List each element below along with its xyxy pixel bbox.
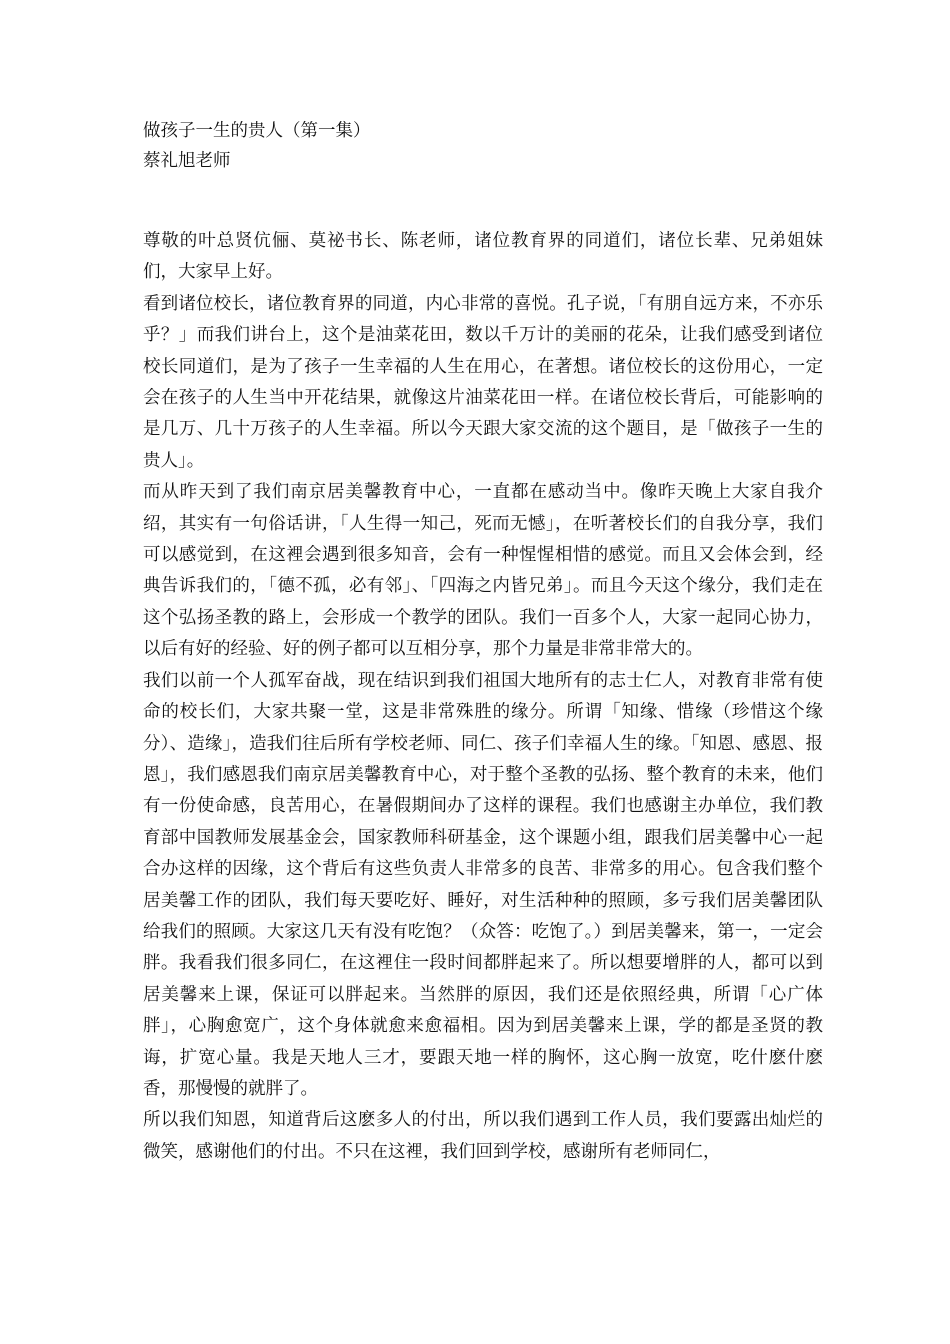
paragraph: 所以我们知恩，知道背后这麽多人的付出，所以我们遇到工作人员，我们要露出灿烂的微笑，感谢他们的付出。不只在这裡，我们回到学校，感谢所有老师同仁， — [143, 1110, 823, 1162]
paragraph: 而从昨天到了我们南京居美馨教育中心，一直都在感动当中。像昨天晚上大家自我介绍，其实有一句俗话讲，「人生得一知己，死而无憾」，在听著校长们的自我分享，我们可以感觉到，在这裡会遇到很多知音，会有一种惺惺相惜的感觉。而且又会体会到，经典告诉我们的，「德不孤，必有邻」、「四海之内皆兄弟」。而且今天这个缘分，我们走在这个弘扬圣教的路上，会形成一个教学的团队。我们一百多个人，大家一起同心协力，以后有好的经验、好的例子都可以互相分享，那个力量是非常非常大的。 — [143, 482, 823, 660]
paragraph: 尊敬的叶总贤伉俪、莫祕书长、陈老师，诸位教育界的同道们，诸位长辈、兄弟姐妹们，大家早上好。 — [143, 231, 823, 283]
document-author: 蔡礼旭老师 — [143, 151, 231, 171]
paragraph: 我们以前一个人孤军奋战，现在结识到我们祖国大地所有的志士仁人，对教育非常有使命的校长们，大家共聚一堂，这是非常殊胜的缘分。所谓「知缘、惜缘（珍惜这个缘分）、造缘」，造我们往后所有学校老师、同仁、孩子们幸福人生的缘。「知恩、感恩、报恩」，我们感恩我们南京居美馨教育中心，对于整个圣教的弘扬、整个教育的未来，他们有一份使命感，良苦用心，在暑假期间办了这样的课程。我们也感谢主办单位，我们教育部中国教师发展基金会，国家教师科研基金，这个课题小组，跟我们居美馨中心一起合办这样的因缘，这个背后有这些负责人非常多的良苦、非常多的用心。包含我们整个居美馨工作的团队，我们每天要吃好、睡好，对生活种种的照顾，多亏我们居美馨团队给我们的照顾。大家这几天有没有吃饱？（众答：吃饱了。）到居美馨来，第一，一定会胖。我看我们很多同仁，在这裡住一段时间都胖起来了。所以想要增胖的人，都可以到居美馨来上课，保证可以胖起来。当然胖的原因，我们还是依照经典，所谓「心广体胖」，心胸愈宽广，这个身体就愈来愈福相。因为到居美馨来上课，学的都是圣贤的教诲，扩宽心量。我是天地人三才，要跟天地一样的胸怀，这心胸一放宽，吃什麽什麽香，那慢慢的就胖了。 — [143, 670, 823, 1099]
document-body — [143, 226, 823, 1168]
paragraph: 看到诸位校长，诸位教育界的同道，内心非常的喜悦。孔子说，「有朋自远方来，不亦乐乎？」而我们讲台上，这个是油菜花田，数以千万计的美丽的花朵，让我们感受到诸位校长同道们，是为了孩子一生幸福的人生在用心，在著想。诸位校长的这份用心，一定会在孩子的人生当中开花结果，就像这片油菜花田一样。在诸位校长背后，可能影响的是几万、几十万孩子的人生幸福。所以今天跟大家交流的这个题目，是「做孩子一生的贵人」。 — [143, 293, 823, 471]
document-header — [143, 116, 823, 176]
document-title: 做孩子一生的贵人（第一集） — [143, 121, 371, 141]
